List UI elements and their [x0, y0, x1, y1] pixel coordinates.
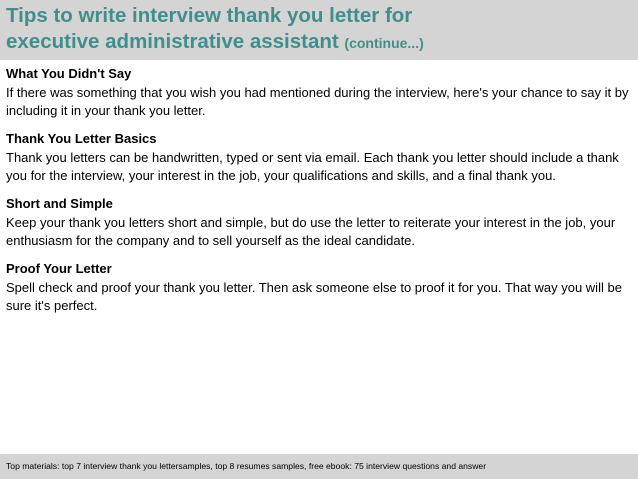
section-body: Spell check and proof your thank you letter. Then ask someone else to proof it for you. That way you will be sure it's perfect. [6, 280, 622, 313]
section-body: If there was something that you wish you had mentioned during the interview, here's your chance to say it by including it in your thank you letter. [6, 85, 629, 118]
page-title-main: executive administrative assistant [6, 30, 339, 53]
title-banner [0, 0, 638, 60]
section-thank-you-letter-basics [6, 129, 632, 184]
section-short-and-simple [6, 194, 632, 249]
page-title-line-1: Tips to write interview thank you letter for [6, 4, 413, 27]
section-body: Thank you letters can be handwritten, typed or sent via email. Each thank you letter should include a thank you for the interview, your interest in the job, your qualifications and skills, and a final thank you. [6, 150, 619, 183]
section-heading: Short and Simple [6, 196, 113, 211]
section-proof-your-letter [6, 259, 632, 314]
section-body: Keep your thank you letters short and simple, but do use the letter to reiterate your interest in the job, your enthusiasm for the company and to sell yourself as the ideal candidate. [6, 215, 616, 248]
section-heading: What You Didn't Say [6, 66, 132, 81]
section-what-you-didnt-say [6, 64, 632, 119]
section-heading: Thank You Letter Basics [6, 131, 157, 146]
page-title-line-2 [6, 30, 424, 55]
footer-bar [0, 454, 638, 479]
section-heading: Proof Your Letter [6, 261, 112, 276]
content-area [6, 64, 632, 324]
footer-text: Top materials: top 7 interview thank you lettersamples, top 8 resumes samples, free ebook: 75 interview questions and answer [6, 461, 487, 471]
page-title-suffix: (continue...) [344, 35, 424, 51]
